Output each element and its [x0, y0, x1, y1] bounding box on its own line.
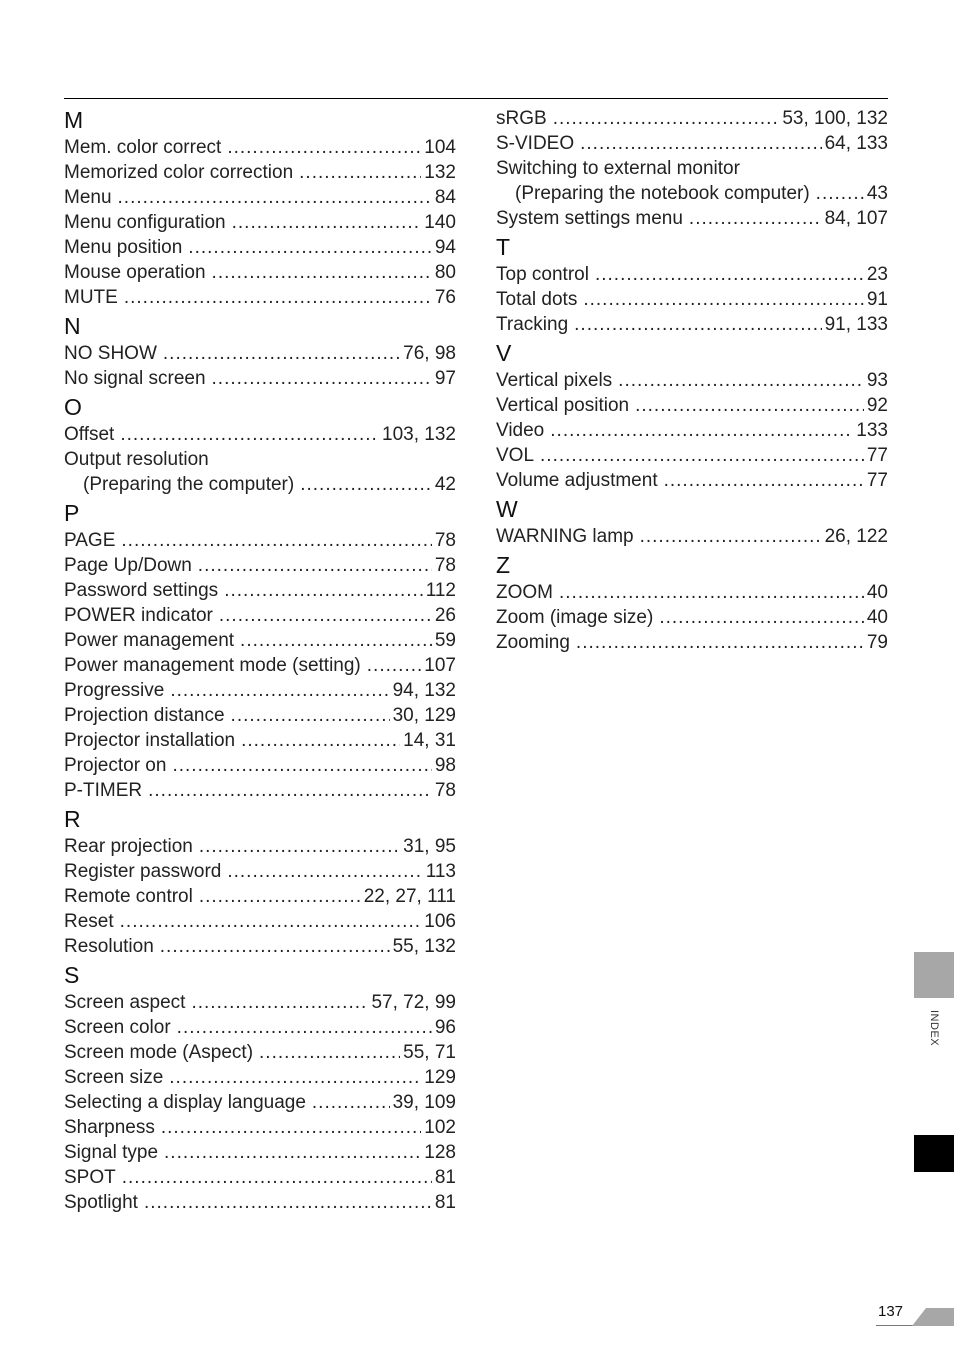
entry-term: Menu configuration — [64, 212, 226, 233]
index-entry — [64, 728, 456, 753]
dot-leader — [169, 1065, 421, 1090]
entry-term: Sharpness — [64, 1117, 155, 1138]
entry-pages: 57, 72, 99 — [371, 992, 456, 1013]
dot-leader — [124, 285, 432, 310]
index-entry — [64, 260, 456, 285]
page-corner-swoosh — [912, 1308, 954, 1326]
entry-pages: 103, 132 — [382, 424, 456, 445]
page-number-underline — [876, 1325, 916, 1326]
entry-pages: 94 — [434, 237, 456, 258]
entry-pages: 92 — [866, 395, 888, 416]
entry-pages: 140 — [424, 212, 456, 233]
dot-leader — [191, 990, 368, 1015]
index-section — [64, 393, 456, 497]
entry-pages: 132 — [424, 162, 456, 183]
index-entry — [496, 106, 888, 131]
entry-term: Mouse operation — [64, 262, 206, 283]
entry-term: Reset — [64, 911, 114, 932]
section-tab-marker — [914, 1135, 954, 1172]
entry-pages: 112 — [425, 580, 456, 601]
entry-pages: 84 — [434, 187, 456, 208]
entry-pages: 91, 133 — [824, 314, 888, 335]
entry-term: Rear projection — [64, 836, 193, 857]
index-column-left — [64, 106, 456, 1215]
entry-pages: 102 — [424, 1117, 456, 1138]
dot-leader — [299, 160, 421, 185]
entry-pages: 78 — [434, 555, 456, 576]
dot-leader — [212, 366, 432, 391]
entry-term: Top control — [496, 264, 589, 285]
entry-term: Offset — [64, 424, 115, 445]
index-entry — [64, 135, 456, 160]
entry-pages: 77 — [866, 445, 888, 466]
entry-pages: 23 — [866, 264, 888, 285]
entry-term: Switching to external monitor — [496, 158, 740, 179]
index-entry — [64, 341, 456, 366]
dot-leader — [148, 778, 432, 803]
index-entry — [64, 859, 456, 884]
dot-leader — [121, 528, 431, 553]
entry-term: Projector installation — [64, 730, 236, 751]
dot-leader — [583, 287, 864, 312]
entry-pages: 93 — [866, 370, 888, 391]
index-entry — [496, 156, 888, 181]
index-entry — [496, 524, 888, 549]
entry-pages: 31, 95 — [403, 836, 456, 857]
index-entry — [496, 131, 888, 156]
index-entry — [64, 1140, 456, 1165]
entry-term: sRGB — [496, 108, 547, 129]
index-entry — [64, 422, 456, 447]
entry-term: Vertical pixels — [496, 370, 613, 391]
index-column-right — [496, 106, 888, 655]
index-entry — [64, 285, 456, 310]
dot-leader — [231, 703, 390, 728]
entry-term: ZOOM — [496, 582, 553, 603]
entry-pages: 133 — [856, 420, 888, 441]
entry-pages: 30, 129 — [392, 705, 456, 726]
dot-leader — [219, 603, 432, 628]
index-section — [64, 805, 456, 959]
index-tab-label: INDEX — [928, 1010, 940, 1047]
entry-term: Screen size — [64, 1067, 164, 1088]
index-entry — [496, 393, 888, 418]
entry-term: SPOT — [64, 1167, 116, 1188]
dot-leader — [198, 553, 432, 578]
entry-term: PAGE — [64, 530, 116, 551]
dot-leader — [188, 235, 432, 260]
entry-pages: 43 — [866, 183, 888, 204]
entry-pages: 42 — [434, 474, 456, 495]
dot-leader — [259, 1040, 400, 1065]
index-entry — [496, 181, 888, 206]
index-entry — [64, 185, 456, 210]
entry-term: Password settings — [64, 580, 219, 601]
entry-term: MUTE — [64, 287, 118, 308]
index-entry — [496, 605, 888, 630]
dot-leader — [232, 210, 422, 235]
dot-leader — [163, 341, 400, 366]
entry-pages: 98 — [434, 755, 456, 776]
entry-pages: 129 — [424, 1067, 456, 1088]
index-entry — [496, 418, 888, 443]
dot-leader — [553, 106, 780, 131]
dot-leader — [199, 834, 400, 859]
entry-term: Output resolution — [64, 449, 209, 470]
entry-term: Selecting a display language — [64, 1092, 306, 1113]
entry-pages: 39, 109 — [392, 1092, 456, 1113]
dot-leader — [576, 630, 864, 655]
entry-pages: 94, 132 — [392, 680, 456, 701]
dot-leader — [160, 934, 390, 959]
index-entry — [64, 834, 456, 859]
entry-pages: 77 — [866, 470, 888, 491]
section-letter: V — [496, 340, 512, 366]
entry-pages: 78 — [434, 530, 456, 551]
entry-pages: 97 — [434, 368, 456, 389]
entry-pages: 96 — [434, 1017, 456, 1038]
section-letter: W — [496, 496, 518, 522]
dot-leader — [118, 185, 432, 210]
index-section — [496, 551, 888, 655]
entry-term: Register password — [64, 861, 222, 882]
entry-term: Memorized color correction — [64, 162, 294, 183]
index-section — [64, 106, 456, 310]
entry-pages: 80 — [434, 262, 456, 283]
entry-term: Spotlight — [64, 1192, 138, 1213]
dot-leader — [816, 181, 864, 206]
index-entry — [64, 778, 456, 803]
entry-pages: 55, 71 — [403, 1042, 456, 1063]
index-section — [496, 339, 888, 493]
dot-leader — [580, 131, 821, 156]
dot-leader — [241, 728, 400, 753]
dot-leader — [224, 578, 423, 603]
entry-term: Zoom (image size) — [496, 607, 654, 628]
entry-pages: 78 — [434, 780, 456, 801]
dot-leader — [227, 135, 421, 160]
entry-pages: 81 — [434, 1167, 456, 1188]
index-entry — [496, 312, 888, 337]
entry-term: NO SHOW — [64, 343, 157, 364]
index-entry — [64, 884, 456, 909]
dot-leader — [120, 909, 422, 934]
entry-term: Page Up/Down — [64, 555, 192, 576]
entry-term: Signal type — [64, 1142, 159, 1163]
entry-pages: 40 — [866, 607, 888, 628]
section-letter: M — [64, 107, 84, 133]
entry-term: Progressive — [64, 680, 165, 701]
index-entry — [64, 1115, 456, 1140]
index-entry — [64, 603, 456, 628]
index-entry — [496, 287, 888, 312]
dot-leader — [640, 524, 822, 549]
dot-leader — [172, 753, 431, 778]
entry-term: No signal screen — [64, 368, 206, 389]
dot-leader — [367, 653, 422, 678]
index-entry — [496, 580, 888, 605]
entry-pages: 40 — [866, 582, 888, 603]
index-section — [496, 233, 888, 337]
index-entry — [64, 1190, 456, 1215]
index-entry — [64, 628, 456, 653]
dot-leader — [659, 605, 864, 630]
entry-term: Menu position — [64, 237, 183, 258]
entry-pages: 26 — [434, 605, 456, 626]
entry-term: Video — [496, 420, 545, 441]
index-entry — [64, 909, 456, 934]
index-entry — [64, 678, 456, 703]
index-section — [64, 499, 456, 803]
section-letter: T — [496, 234, 511, 260]
index-entry — [64, 1165, 456, 1190]
dot-leader — [540, 443, 864, 468]
entry-term: WARNING lamp — [496, 526, 634, 547]
entry-term: S-VIDEO — [496, 133, 575, 154]
section-letter: S — [64, 962, 80, 988]
dot-leader — [312, 1090, 390, 1115]
dot-leader — [664, 468, 864, 493]
dot-leader — [635, 393, 864, 418]
index-entry — [496, 206, 888, 231]
index-entry — [64, 990, 456, 1015]
entry-pages: 79 — [866, 632, 888, 653]
page-number: 137 — [878, 1303, 904, 1320]
index-entry — [64, 366, 456, 391]
entry-term: Tracking — [496, 314, 569, 335]
index-entry — [64, 235, 456, 260]
dot-leader — [177, 1015, 432, 1040]
entry-term: System settings menu — [496, 208, 683, 229]
entry-pages: 106 — [424, 911, 456, 932]
entry-pages: 81 — [434, 1192, 456, 1213]
entry-pages: 104 — [424, 137, 456, 158]
entry-pages: 76, 98 — [403, 343, 456, 364]
section-letter: N — [64, 313, 81, 339]
dot-leader — [300, 472, 432, 497]
entry-term: Screen mode (Aspect) — [64, 1042, 254, 1063]
index-entry — [496, 468, 888, 493]
dot-leader — [227, 859, 422, 884]
index-entry — [64, 1065, 456, 1090]
entry-term: Zooming — [496, 632, 570, 653]
dot-leader — [689, 206, 822, 231]
index-section — [64, 961, 456, 1215]
entry-term: Projector on — [64, 755, 167, 776]
entry-term: Menu — [64, 187, 112, 208]
index-entry — [64, 160, 456, 185]
index-tab-marker — [914, 952, 954, 998]
index-entry — [64, 553, 456, 578]
section-letter: O — [64, 394, 82, 420]
header-rule — [64, 98, 888, 99]
dot-leader — [199, 884, 361, 909]
dot-leader — [122, 1165, 432, 1190]
index-entry — [496, 630, 888, 655]
dot-leader — [595, 262, 864, 287]
index-entry — [64, 1015, 456, 1040]
index-entry — [64, 1040, 456, 1065]
entry-pages: 64, 133 — [824, 133, 888, 154]
index-entry — [64, 703, 456, 728]
dot-leader — [120, 422, 379, 447]
entry-pages: 113 — [425, 861, 456, 882]
section-letter: Z — [496, 552, 511, 578]
dot-leader — [164, 1140, 421, 1165]
index-entry — [64, 753, 456, 778]
entry-pages: 76 — [434, 287, 456, 308]
entry-term: Power management — [64, 630, 235, 651]
entry-term: (Preparing the notebook computer) — [515, 183, 810, 204]
entry-pages: 22, 27, 111 — [363, 886, 456, 907]
entry-pages: 53, 100, 132 — [782, 108, 888, 129]
index-entry — [64, 210, 456, 235]
entry-pages: 107 — [424, 655, 456, 676]
entry-pages: 91 — [866, 289, 888, 310]
index-section — [496, 106, 888, 231]
entry-pages: 84, 107 — [824, 208, 888, 229]
dot-leader — [240, 628, 432, 653]
index-section — [64, 312, 456, 391]
entry-term: Remote control — [64, 886, 193, 907]
entry-term: P-TIMER — [64, 780, 143, 801]
entry-term: POWER indicator — [64, 605, 213, 626]
index-section — [496, 495, 888, 549]
dot-leader — [144, 1190, 432, 1215]
dot-leader — [559, 580, 864, 605]
entry-term: (Preparing the computer) — [83, 474, 295, 495]
index-entry — [64, 653, 456, 678]
entry-term: VOL — [496, 445, 535, 466]
entry-term: Volume adjustment — [496, 470, 658, 491]
index-entry — [496, 443, 888, 468]
index-entry — [64, 1090, 456, 1115]
entry-pages: 26, 122 — [824, 526, 888, 547]
entry-term: Projection distance — [64, 705, 225, 726]
dot-leader — [618, 368, 864, 393]
dot-leader — [170, 678, 389, 703]
entry-term: Resolution — [64, 936, 154, 957]
index-entry — [496, 262, 888, 287]
entry-term: Total dots — [496, 289, 578, 310]
index-entry — [496, 368, 888, 393]
index-entry — [64, 578, 456, 603]
dot-leader — [161, 1115, 421, 1140]
entry-pages: 59 — [434, 630, 456, 651]
entry-pages: 128 — [424, 1142, 456, 1163]
index-entry — [64, 528, 456, 553]
dot-leader — [574, 312, 821, 337]
entry-term: Screen color — [64, 1017, 171, 1038]
entry-term: Power management mode (setting) — [64, 655, 361, 676]
dot-leader — [212, 260, 432, 285]
entry-term: Screen aspect — [64, 992, 186, 1013]
entry-pages: 55, 132 — [392, 936, 456, 957]
index-entry — [64, 472, 456, 497]
section-letter: R — [64, 806, 81, 832]
section-letter: P — [64, 500, 80, 526]
entry-pages: 14, 31 — [403, 730, 456, 751]
index-entry — [64, 447, 456, 472]
index-entry — [64, 934, 456, 959]
entry-term: Vertical position — [496, 395, 630, 416]
dot-leader — [550, 418, 853, 443]
entry-term: Mem. color correct — [64, 137, 222, 158]
